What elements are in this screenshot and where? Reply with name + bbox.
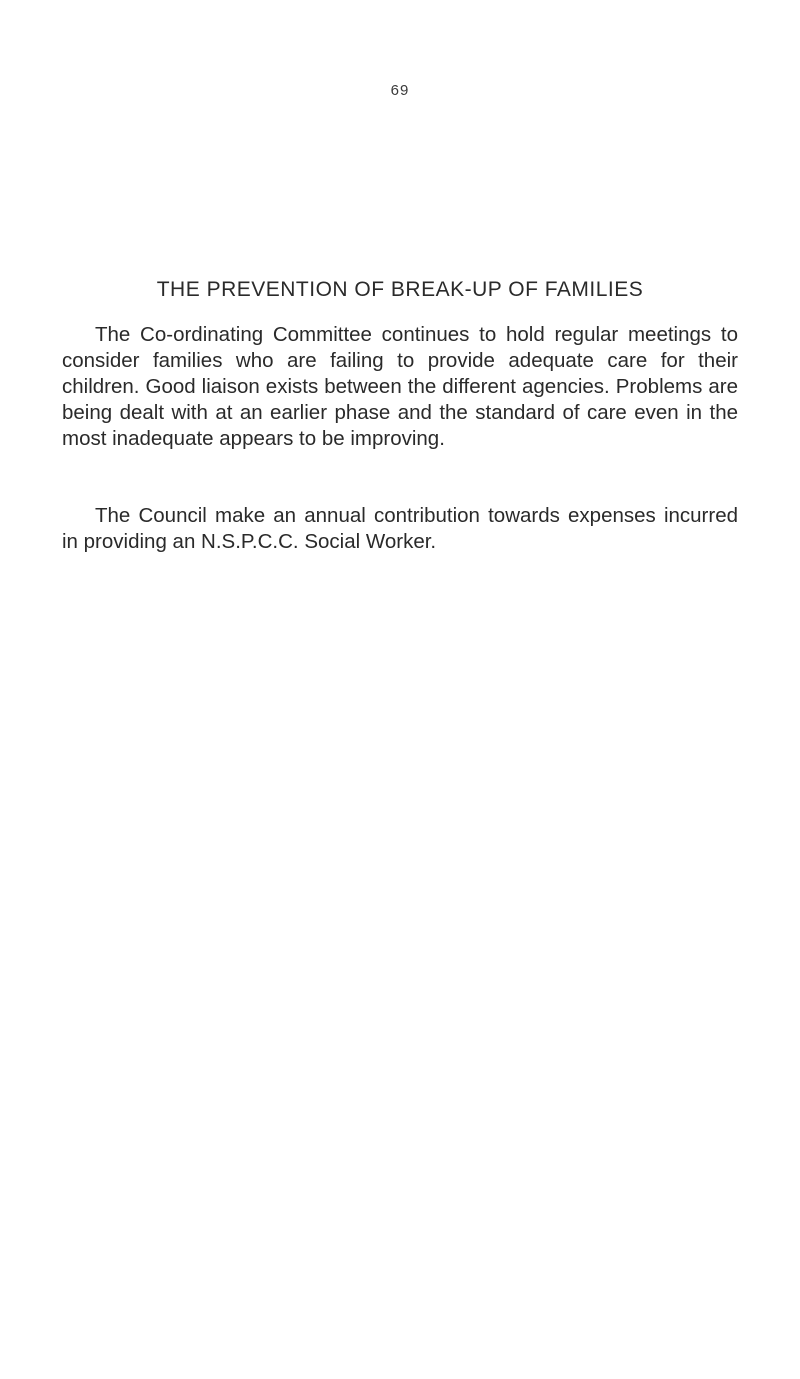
paragraph-text: The Co-ordinating Committee continues to hold regular meetings to consider families who are failing to provide adequate care for their children. Good liaison exists between the different agencies. Problems are being dealt with at an earlier phase and the standard of care even in the most inadequate appears to be improving.	[62, 323, 738, 450]
page-number: 69	[390, 82, 410, 99]
paragraph-coordinating-committee	[62, 322, 738, 452]
section-heading: THE PREVENTION OF BREAK-UP OF FAMILIES	[156, 278, 644, 301]
paragraph-text: The Council make an annual contribution towards expenses incurred in providing an N.S.P.C.C. Social Worker.	[62, 504, 738, 553]
paragraph-council-contribution	[62, 503, 738, 555]
